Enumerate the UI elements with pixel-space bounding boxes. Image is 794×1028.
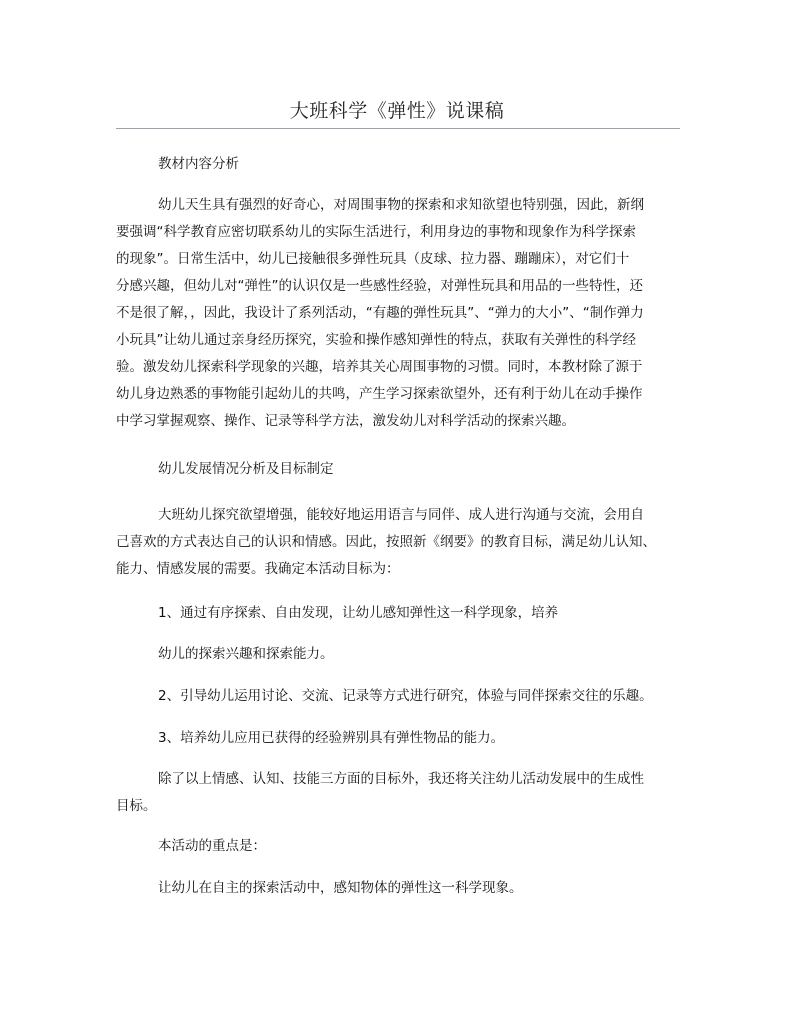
focus-text: 让幼儿在自主的探索活动中，感知物体的弹性这一科学现象。 bbox=[158, 880, 523, 896]
section-heading: 教材内容分析 bbox=[158, 156, 239, 172]
paragraph-line: 分感兴趣，但幼儿对“弹性”的认识仅是一些感性经验，对弹性玩具和用品的一些特性，还 bbox=[116, 278, 643, 294]
paragraph-line: 除了以上情感、认知、技能三方面的目标外，我还将关注幼儿活动发展中的生成性 bbox=[158, 771, 644, 787]
goal-item: 1、通过有序探索、自由发现，让幼儿感知弹性这一科学现象，培养 bbox=[158, 605, 559, 621]
paragraph-line: 能力、情感发展的需要。我确定本活动目标为： bbox=[116, 561, 400, 577]
title-divider bbox=[116, 128, 680, 129]
paragraph-line: 中学习掌握观察、操作、记录等科学方法，激发幼儿对科学活动的探索兴趣。 bbox=[116, 413, 575, 429]
section-heading: 幼儿发展情况分析及目标制定 bbox=[158, 461, 334, 477]
paragraph-line: 要强调“科学教育应密切联系幼儿的实际生活进行，利用身边的事物和现象作为科学探索 bbox=[116, 224, 636, 240]
goal-item: 3、培养幼儿应用已获得的经验辨别具有弹性物品的能力。 bbox=[158, 730, 505, 746]
paragraph-line: 幼儿天生具有强烈的好奇心，对周围事物的探索和求知欲望也特别强，因此，新纲 bbox=[158, 197, 644, 213]
paragraph-line: 大班幼儿探究欲望增强，能较好地运用语言与同伴、成人进行沟通与交流，会用自 bbox=[158, 507, 644, 523]
paragraph-line: 己喜欢的方式表达自己的认识和情感。因此，按照新《纲要》的教育目标，满足幼儿认知、 bbox=[116, 534, 656, 550]
focus-heading: 本活动的重点是： bbox=[158, 838, 266, 854]
goal-item: 2、引导幼儿运用讨论、交流、记录等方式进行研究，体验与同伴探索交往的乐趣。 bbox=[158, 688, 653, 704]
paragraph-line: 的现象”。日常生活中，幼儿已接触很多弹性玩具（皮球、拉力器、蹦蹦床），对它们十 bbox=[116, 251, 630, 267]
page-title: 大班科学《弹性》说课稿 bbox=[289, 100, 505, 122]
paragraph-line: 幼儿身边熟悉的事物能引起幼儿的共鸣，产生学习探索欲望外，还有利于幼儿在动手操作 bbox=[116, 386, 643, 402]
paragraph-line: 验。激发幼儿探索科学现象的兴趣，培养其关心周围事物的习惯。同时，本教材除了源于 bbox=[116, 359, 643, 375]
paragraph-line: 小玩具”让幼儿通过亲身经历探究，实验和操作感知弹性的特点，获取有关弹性的科学经 bbox=[116, 332, 636, 348]
paragraph-line: 目标。 bbox=[116, 798, 157, 814]
goal-item-continued: 幼儿的探索兴趣和探索能力。 bbox=[158, 646, 334, 662]
paragraph-line: 不是很了解，，因此，我设计了系列活动，“有趣的弹性玩具”、“弹力的大小”、“制作弹力 bbox=[116, 305, 644, 321]
